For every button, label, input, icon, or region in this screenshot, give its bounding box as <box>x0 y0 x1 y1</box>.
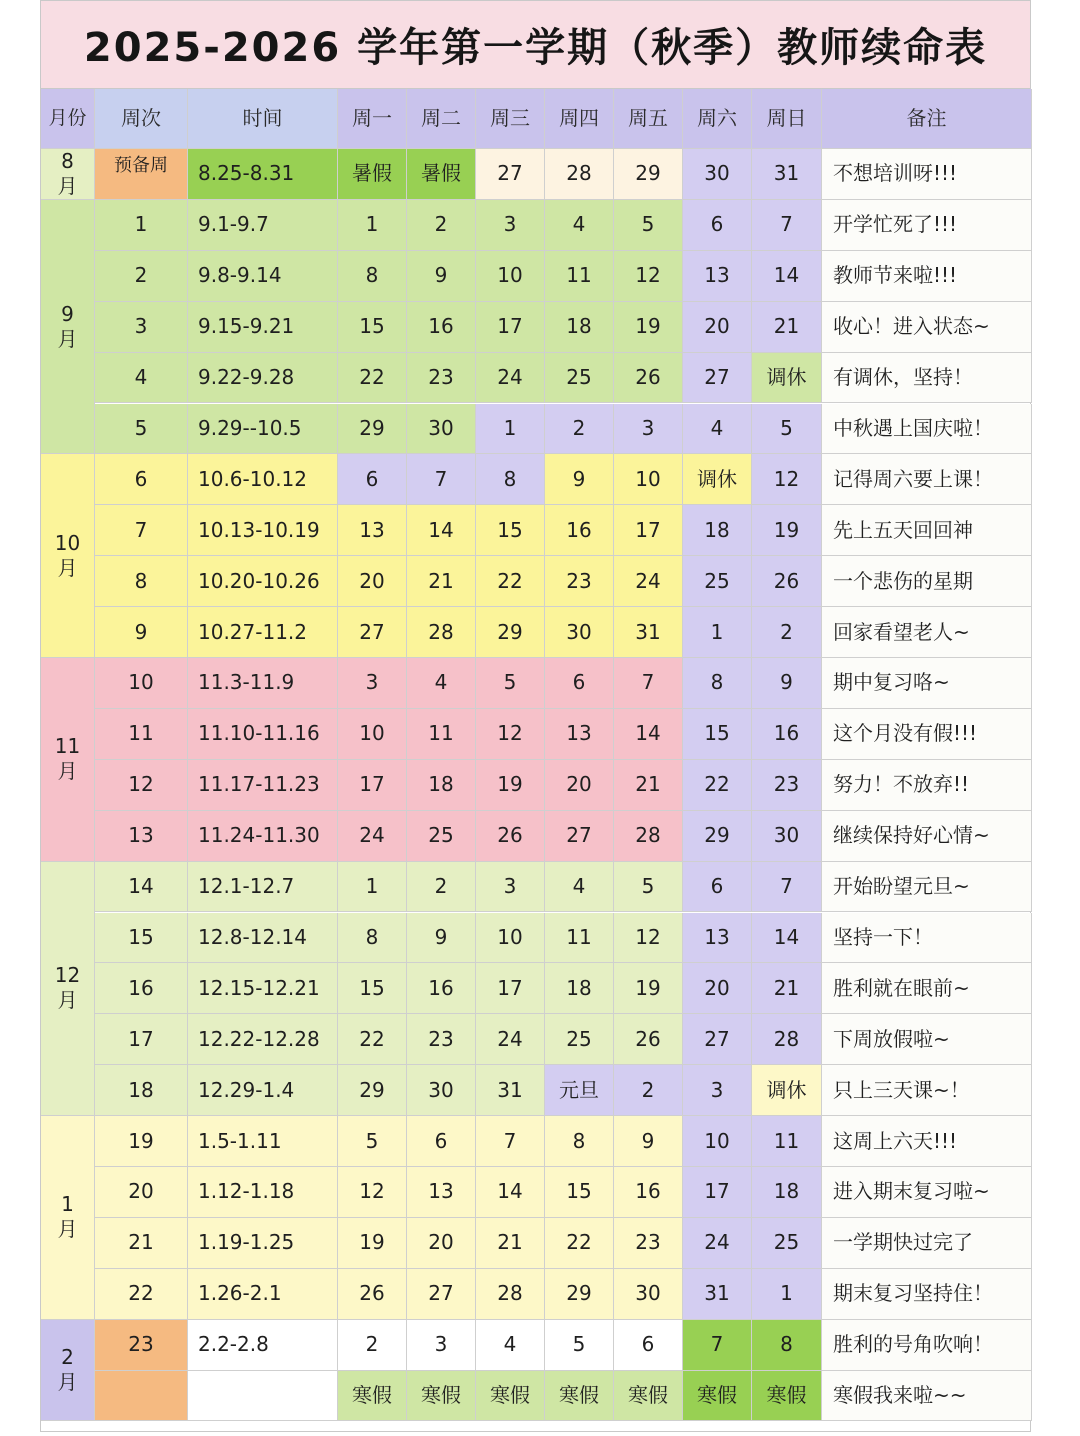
day-cell: 调休 <box>752 1065 822 1116</box>
page-title: 2025-2026 学年第一学期（秋季）教师续命表 <box>41 1 1030 89</box>
day-cell: 9 <box>752 658 822 709</box>
day-cell: 1 <box>338 862 407 913</box>
day-cell: 26 <box>338 1269 407 1320</box>
week-number <box>95 1371 188 1422</box>
note-cell: 努力！不放弃!! <box>822 760 1032 811</box>
week-dates: 1.5-1.11 <box>188 1116 338 1167</box>
day-cell: 21 <box>614 760 683 811</box>
day-cell: 8 <box>338 251 407 302</box>
day-cell: 20 <box>407 1218 476 1269</box>
day-cell: 18 <box>752 1167 822 1218</box>
day-cell: 10 <box>338 709 407 760</box>
day-cell: 24 <box>476 353 545 404</box>
day-cell: 31 <box>683 1269 752 1320</box>
day-cell: 14 <box>407 505 476 556</box>
week-dates: 12.22-12.28 <box>188 1014 338 1065</box>
note-cell: 下周放假啦~ <box>822 1014 1032 1065</box>
month-label: 11 月 <box>41 658 95 862</box>
day-cell: 12 <box>476 709 545 760</box>
day-cell: 17 <box>476 963 545 1014</box>
day-cell: 15 <box>338 302 407 353</box>
day-cell: 26 <box>614 1014 683 1065</box>
note-cell: 进入期末复习啦~ <box>822 1167 1032 1218</box>
day-cell: 1 <box>752 1269 822 1320</box>
week-dates: 12.8-12.14 <box>188 913 338 964</box>
day-cell: 13 <box>683 913 752 964</box>
day-cell: 12 <box>338 1167 407 1218</box>
day-cell: 31 <box>752 149 822 200</box>
day-cell: 18 <box>683 505 752 556</box>
day-cell: 29 <box>338 404 407 455</box>
day-cell: 23 <box>545 556 614 607</box>
day-cell: 11 <box>545 913 614 964</box>
day-cell: 15 <box>476 505 545 556</box>
day-cell: 27 <box>683 353 752 404</box>
day-cell: 13 <box>683 251 752 302</box>
day-cell: 15 <box>338 963 407 1014</box>
day-cell: 10 <box>476 251 545 302</box>
week-number: 13 <box>95 811 188 862</box>
header-6: 周四 <box>545 89 614 149</box>
day-cell: 19 <box>476 760 545 811</box>
month-label: 1 月 <box>41 1116 95 1320</box>
month-label: 2 月 <box>41 1320 95 1422</box>
day-cell: 1 <box>476 404 545 455</box>
note-cell: 这个月没有假!!! <box>822 709 1032 760</box>
week-dates: 11.10-11.16 <box>188 709 338 760</box>
day-cell: 24 <box>614 556 683 607</box>
day-cell: 3 <box>614 404 683 455</box>
day-cell: 26 <box>752 556 822 607</box>
day-cell: 23 <box>407 353 476 404</box>
week-number: 11 <box>95 709 188 760</box>
day-cell: 6 <box>338 454 407 505</box>
week-dates: 11.17-11.23 <box>188 760 338 811</box>
day-cell: 30 <box>683 149 752 200</box>
week-number: 21 <box>95 1218 188 1269</box>
day-cell: 14 <box>614 709 683 760</box>
day-cell: 4 <box>476 1320 545 1371</box>
day-cell: 23 <box>752 760 822 811</box>
week-dates: 9.22-9.28 <box>188 353 338 404</box>
header-10: 备注 <box>822 89 1032 149</box>
note-cell: 胜利的号角吹响！ <box>822 1320 1032 1371</box>
day-cell: 11 <box>407 709 476 760</box>
day-cell: 25 <box>545 353 614 404</box>
day-cell: 1 <box>338 200 407 251</box>
week-number: 6 <box>95 454 188 505</box>
week-number: 7 <box>95 505 188 556</box>
week-dates: 10.20-10.26 <box>188 556 338 607</box>
day-cell: 寒假 <box>545 1371 614 1422</box>
note-cell: 不想培训呀!!! <box>822 149 1032 200</box>
day-cell: 11 <box>545 251 614 302</box>
day-cell: 3 <box>476 862 545 913</box>
note-cell: 先上五天回回神 <box>822 505 1032 556</box>
day-cell: 8 <box>545 1116 614 1167</box>
week-number: 12 <box>95 760 188 811</box>
week-dates: 1.19-1.25 <box>188 1218 338 1269</box>
day-cell: 17 <box>614 505 683 556</box>
header-3: 周一 <box>338 89 407 149</box>
day-cell: 寒假 <box>614 1371 683 1422</box>
week-number: 20 <box>95 1167 188 1218</box>
week-dates: 12.29-1.4 <box>188 1065 338 1116</box>
day-cell: 25 <box>752 1218 822 1269</box>
day-cell: 20 <box>338 556 407 607</box>
day-cell: 3 <box>338 658 407 709</box>
day-cell: 13 <box>338 505 407 556</box>
day-cell: 14 <box>476 1167 545 1218</box>
week-dates <box>188 1371 338 1422</box>
day-cell: 21 <box>752 963 822 1014</box>
day-cell: 8 <box>338 913 407 964</box>
note-cell: 有调休，坚持！ <box>822 353 1032 404</box>
header-9: 周日 <box>752 89 822 149</box>
week-dates: 10.6-10.12 <box>188 454 338 505</box>
day-cell: 19 <box>752 505 822 556</box>
day-cell: 2 <box>545 404 614 455</box>
day-cell: 5 <box>338 1116 407 1167</box>
day-cell: 2 <box>407 862 476 913</box>
day-cell: 14 <box>752 251 822 302</box>
day-cell: 16 <box>407 302 476 353</box>
day-cell: 18 <box>407 760 476 811</box>
day-cell: 27 <box>683 1014 752 1065</box>
note-cell: 教师节来啦!!! <box>822 251 1032 302</box>
header-1: 周次 <box>95 89 188 149</box>
day-cell: 17 <box>476 302 545 353</box>
day-cell: 12 <box>614 251 683 302</box>
day-cell: 5 <box>476 658 545 709</box>
header-5: 周三 <box>476 89 545 149</box>
week-dates: 1.26-2.1 <box>188 1269 338 1320</box>
day-cell: 16 <box>752 709 822 760</box>
note-cell: 寒假我来啦~~ <box>822 1371 1032 1422</box>
month-label: 8 月 <box>41 149 95 200</box>
note-cell: 开学忙死了!!! <box>822 200 1032 251</box>
day-cell: 28 <box>407 607 476 658</box>
day-cell: 10 <box>614 454 683 505</box>
note-cell: 一个悲伤的星期 <box>822 556 1032 607</box>
day-cell: 28 <box>752 1014 822 1065</box>
day-cell: 调休 <box>752 353 822 404</box>
day-cell: 元旦 <box>545 1065 614 1116</box>
day-cell: 10 <box>476 913 545 964</box>
note-cell: 期中复习咯~ <box>822 658 1032 709</box>
day-cell: 30 <box>407 1065 476 1116</box>
day-cell: 7 <box>683 1320 752 1371</box>
note-cell: 开始盼望元旦~ <box>822 862 1032 913</box>
day-cell: 12 <box>614 913 683 964</box>
day-cell: 调休 <box>683 454 752 505</box>
day-cell: 7 <box>476 1116 545 1167</box>
week-dates: 2.2-2.8 <box>188 1320 338 1371</box>
week-number: 19 <box>95 1116 188 1167</box>
header-0: 月份 <box>41 89 95 149</box>
day-cell: 21 <box>407 556 476 607</box>
day-cell: 22 <box>545 1218 614 1269</box>
note-cell: 一学期快过完了 <box>822 1218 1032 1269</box>
day-cell: 27 <box>476 149 545 200</box>
note-cell: 胜利就在眼前~ <box>822 963 1032 1014</box>
day-cell: 22 <box>476 556 545 607</box>
day-cell: 1 <box>683 607 752 658</box>
day-cell: 4 <box>407 658 476 709</box>
week-dates: 9.15-9.21 <box>188 302 338 353</box>
day-cell: 4 <box>683 404 752 455</box>
week-dates: 11.3-11.9 <box>188 658 338 709</box>
day-cell: 27 <box>338 607 407 658</box>
week-number: 14 <box>95 862 188 913</box>
day-cell: 29 <box>338 1065 407 1116</box>
week-dates: 10.27-11.2 <box>188 607 338 658</box>
day-cell: 4 <box>545 200 614 251</box>
day-cell: 14 <box>752 913 822 964</box>
day-cell: 16 <box>407 963 476 1014</box>
day-cell: 3 <box>407 1320 476 1371</box>
week-number: 9 <box>95 607 188 658</box>
day-cell: 22 <box>338 1014 407 1065</box>
day-cell: 5 <box>614 862 683 913</box>
day-cell: 寒假 <box>338 1371 407 1422</box>
week-number: 2 <box>95 251 188 302</box>
day-cell: 28 <box>476 1269 545 1320</box>
week-number: 18 <box>95 1065 188 1116</box>
header-4: 周二 <box>407 89 476 149</box>
day-cell: 27 <box>407 1269 476 1320</box>
week-dates: 10.13-10.19 <box>188 505 338 556</box>
day-cell: 16 <box>545 505 614 556</box>
week-dates: 8.25-8.31 <box>188 149 338 200</box>
note-cell: 继续保持好心情~ <box>822 811 1032 862</box>
header-8: 周六 <box>683 89 752 149</box>
day-cell: 8 <box>752 1320 822 1371</box>
day-cell: 6 <box>683 862 752 913</box>
day-cell: 28 <box>614 811 683 862</box>
day-cell: 19 <box>338 1218 407 1269</box>
day-cell: 7 <box>407 454 476 505</box>
day-cell: 21 <box>752 302 822 353</box>
day-cell: 寒假 <box>476 1371 545 1422</box>
week-number: 15 <box>95 913 188 964</box>
day-cell: 26 <box>614 353 683 404</box>
note-cell: 期末复习坚持住！ <box>822 1269 1032 1320</box>
day-cell: 24 <box>476 1014 545 1065</box>
week-number: 3 <box>95 302 188 353</box>
day-cell: 9 <box>614 1116 683 1167</box>
day-cell: 25 <box>545 1014 614 1065</box>
day-cell: 30 <box>545 607 614 658</box>
week-dates: 9.8-9.14 <box>188 251 338 302</box>
calendar-sheet <box>40 0 1031 1432</box>
day-cell: 20 <box>683 302 752 353</box>
day-cell: 22 <box>683 760 752 811</box>
day-cell: 18 <box>545 302 614 353</box>
week-number: 4 <box>95 353 188 404</box>
day-cell: 5 <box>752 404 822 455</box>
day-cell: 3 <box>683 1065 752 1116</box>
note-cell: 回家看望老人~ <box>822 607 1032 658</box>
day-cell: 15 <box>683 709 752 760</box>
day-cell: 寒假 <box>407 1371 476 1422</box>
day-cell: 29 <box>476 607 545 658</box>
week-dates: 12.1-12.7 <box>188 862 338 913</box>
day-cell: 暑假 <box>338 149 407 200</box>
day-cell: 23 <box>614 1218 683 1269</box>
day-cell: 11 <box>752 1116 822 1167</box>
month-label: 10 月 <box>41 454 95 658</box>
day-cell: 8 <box>683 658 752 709</box>
day-cell: 26 <box>476 811 545 862</box>
day-cell: 2 <box>614 1065 683 1116</box>
day-cell: 8 <box>476 454 545 505</box>
day-cell: 30 <box>752 811 822 862</box>
day-cell: 2 <box>407 200 476 251</box>
day-cell: 22 <box>338 353 407 404</box>
day-cell: 2 <box>752 607 822 658</box>
day-cell: 2 <box>338 1320 407 1371</box>
day-cell: 17 <box>683 1167 752 1218</box>
day-cell: 31 <box>476 1065 545 1116</box>
day-cell: 24 <box>338 811 407 862</box>
week-dates: 9.1-9.7 <box>188 200 338 251</box>
day-cell: 19 <box>614 963 683 1014</box>
day-cell: 15 <box>545 1167 614 1218</box>
day-cell: 28 <box>545 149 614 200</box>
day-cell: 寒假 <box>752 1371 822 1422</box>
week-number: 5 <box>95 404 188 455</box>
day-cell: 18 <box>545 963 614 1014</box>
day-cell: 29 <box>614 149 683 200</box>
day-cell: 7 <box>752 862 822 913</box>
day-cell: 13 <box>407 1167 476 1218</box>
week-number: 23 <box>95 1320 188 1371</box>
week-dates: 11.24-11.30 <box>188 811 338 862</box>
note-cell: 坚持一下！ <box>822 913 1032 964</box>
day-cell: 13 <box>545 709 614 760</box>
day-cell: 31 <box>614 607 683 658</box>
day-cell: 24 <box>683 1218 752 1269</box>
day-cell: 19 <box>614 302 683 353</box>
day-cell: 23 <box>407 1014 476 1065</box>
day-cell: 4 <box>545 862 614 913</box>
day-cell: 5 <box>614 200 683 251</box>
day-cell: 9 <box>407 913 476 964</box>
day-cell: 暑假 <box>407 149 476 200</box>
day-cell: 29 <box>545 1269 614 1320</box>
note-cell: 收心！进入状态~ <box>822 302 1032 353</box>
week-number: 16 <box>95 963 188 1014</box>
day-cell: 20 <box>545 760 614 811</box>
day-cell: 16 <box>614 1167 683 1218</box>
day-cell: 6 <box>614 1320 683 1371</box>
day-cell: 6 <box>683 200 752 251</box>
month-label: 12 月 <box>41 862 95 1117</box>
day-cell: 3 <box>476 200 545 251</box>
day-cell: 29 <box>683 811 752 862</box>
day-cell: 9 <box>407 251 476 302</box>
day-cell: 30 <box>407 404 476 455</box>
header-7: 周五 <box>614 89 683 149</box>
week-number: 8 <box>95 556 188 607</box>
week-number: 22 <box>95 1269 188 1320</box>
week-number: 17 <box>95 1014 188 1065</box>
day-cell: 30 <box>614 1269 683 1320</box>
day-cell: 6 <box>545 658 614 709</box>
day-cell: 17 <box>338 760 407 811</box>
note-cell: 记得周六要上课！ <box>822 454 1032 505</box>
week-number: 10 <box>95 658 188 709</box>
day-cell: 27 <box>545 811 614 862</box>
header-2: 时间 <box>188 89 338 149</box>
day-cell: 6 <box>407 1116 476 1167</box>
day-cell: 20 <box>683 963 752 1014</box>
week-dates: 1.12-1.18 <box>188 1167 338 1218</box>
day-cell: 9 <box>545 454 614 505</box>
day-cell: 25 <box>683 556 752 607</box>
day-cell: 12 <box>752 454 822 505</box>
month-label: 9 月 <box>41 200 95 455</box>
week-dates: 12.15-12.21 <box>188 963 338 1014</box>
day-cell: 7 <box>752 200 822 251</box>
day-cell: 10 <box>683 1116 752 1167</box>
day-cell: 寒假 <box>683 1371 752 1422</box>
note-cell: 只上三天课~！ <box>822 1065 1032 1116</box>
day-cell: 21 <box>476 1218 545 1269</box>
week-number: 1 <box>95 200 188 251</box>
note-cell: 中秋遇上国庆啦！ <box>822 404 1032 455</box>
note-cell: 这周上六天!!! <box>822 1116 1032 1167</box>
week-number: 预备周 <box>95 149 188 200</box>
week-dates: 9.29--10.5 <box>188 404 338 455</box>
day-cell: 25 <box>407 811 476 862</box>
day-cell: 7 <box>614 658 683 709</box>
day-cell: 5 <box>545 1320 614 1371</box>
